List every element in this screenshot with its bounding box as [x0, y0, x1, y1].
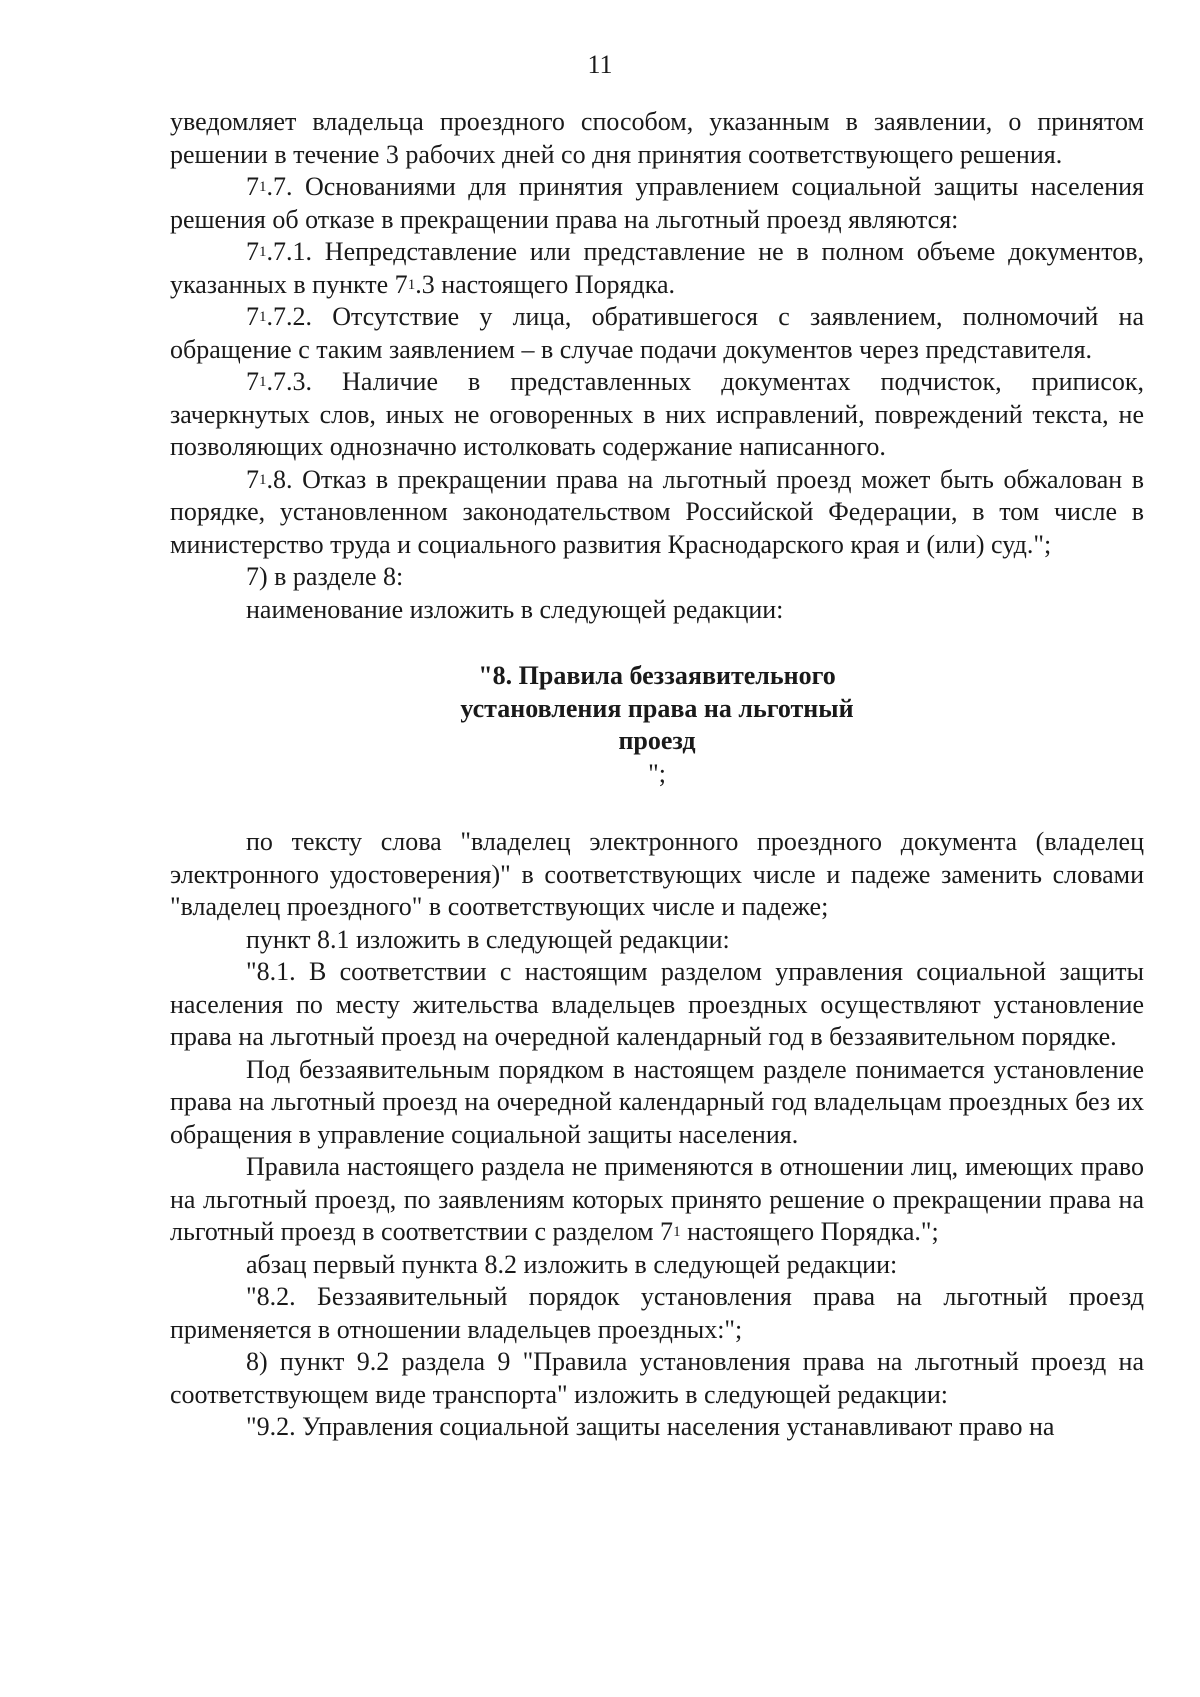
- clause-number: 7: [246, 237, 259, 266]
- paragraph-8-2-intro: абзац первый пункта 8.2 изложить в следующей редакции:: [246, 1249, 898, 1279]
- paragraph-continuation: уведомляет владельца проездного способом, указанным в заявлении, о принятом решении в течение 3 рабочих дней со дня принятия соответствующего решения.: [170, 107, 1144, 169]
- clause-number: 7: [246, 172, 259, 201]
- heading-line-3-bold: проезд: [618, 726, 696, 755]
- clause-number: 7: [246, 464, 259, 494]
- superscript: 1: [259, 179, 267, 195]
- superscript: 1: [259, 244, 267, 260]
- superscript: 1: [259, 309, 267, 325]
- paragraph-definition: Под беззаявительным порядком в настоящем разделе понимается установление права на льготный проезд на очередной календарный год владельцам проездных без их обращения в управление социальной защиты населения.: [170, 1054, 1144, 1149]
- paragraph-naming: наименование изложить в следующей редакции:: [246, 594, 784, 624]
- paragraph-8-1-intro: пункт 8.1 изложить в следующей редакции:: [246, 924, 730, 954]
- heading-line-1: "8. Правила беззаявительного: [478, 661, 836, 690]
- paragraph-text: Правила настоящего раздела не применяются в отношении лиц, имеющих право на льготный проезд, по заявлениям которых принято решение о прекращении права на льготный проезд в соответствии с разделом 7: [170, 1152, 1144, 1246]
- section-8-heading: [170, 660, 1144, 790]
- clause-number: 7: [246, 367, 259, 396]
- heading-line-3-tail: ";: [648, 758, 666, 788]
- paragraph-text: .7.1. Непредставление или представление не в полном объеме документов, указанных в пункте 7: [170, 237, 1144, 299]
- paragraph-text: .7.3. Наличие в представленных документах подчисток, приписок, зачеркнутых слов, иных не оговоренных в них исправлений, повреждений текста, не позволяющих однозначно истолковать содержание написанного.: [170, 367, 1144, 461]
- paragraph-text-tail: настоящего Порядка.";: [680, 1217, 939, 1246]
- heading-line-3: [170, 725, 1144, 790]
- paragraph-7-1-7-1: [170, 236, 1144, 301]
- paragraph-7-1-7-3: [170, 366, 1144, 464]
- paragraph-8-2: "8.2. Беззаявительный порядок установления права на льготный проезд применяется в отношении владельцев проездных:";: [170, 1282, 1144, 1344]
- paragraph-text-tail: .3 настоящего Порядка.: [415, 269, 675, 299]
- paragraph-7-1-8: [170, 464, 1144, 562]
- page-number: 11: [587, 50, 613, 79]
- paragraph-item-7: 7) в разделе 8:: [246, 562, 404, 591]
- paragraph-9-2: "9.2. Управления социальной защиты населения устанавливают право на: [246, 1412, 1055, 1441]
- superscript: 1: [259, 471, 267, 488]
- paragraph-text: .7. Основаниями для принятия управлением социальной защиты населения решения об отказе в прекращении права на льготный проезд являются:: [170, 172, 1144, 234]
- superscript: 1: [259, 374, 267, 390]
- document-body: [170, 106, 1144, 1444]
- paragraph-7-1-7-2: [170, 301, 1144, 366]
- paragraph-replace-words: по тексту слова "владелец электронного проездного документа (владелец электронного удостоверения)" в соответствующих числе и падеже заменить словами "владелец проездного" в соответствующих числе и падеже;: [170, 827, 1144, 921]
- superscript: 1: [407, 276, 416, 293]
- paragraph-text: .8. Отказ в прекращении права на льготный проезд может быть обжалован в порядке, установленном законодательством Российской Федерации, в том числе в министерство труда и социального развития Краснодарского края и (или) суд.";: [170, 464, 1144, 559]
- superscript: 1: [673, 1224, 681, 1240]
- heading-line-2: установления права на льготный: [460, 693, 854, 723]
- paragraph-item-8: 8) пункт 9.2 раздела 9 "Правила установления права на льготный проезд на соответствующем виде транспорта" изложить в следующей редакции:: [170, 1347, 1144, 1409]
- paragraph-8-1: "8.1. В соответствии с настоящим разделом управления социальной защиты населения по месту жительства владельцев проездных осуществляют установление права на льготный проезд на очередной календарный год в беззаявительном порядке.: [170, 957, 1144, 1051]
- paragraph-exception: [170, 1151, 1144, 1249]
- paragraph-7-1-7: [170, 171, 1144, 236]
- clause-number: 7: [246, 302, 259, 331]
- paragraph-text: .7.2. Отсутствие у лица, обратившегося с заявлением, полномочий на обращение с таким заявлением – в случае подачи документов через представителя.: [170, 302, 1144, 364]
